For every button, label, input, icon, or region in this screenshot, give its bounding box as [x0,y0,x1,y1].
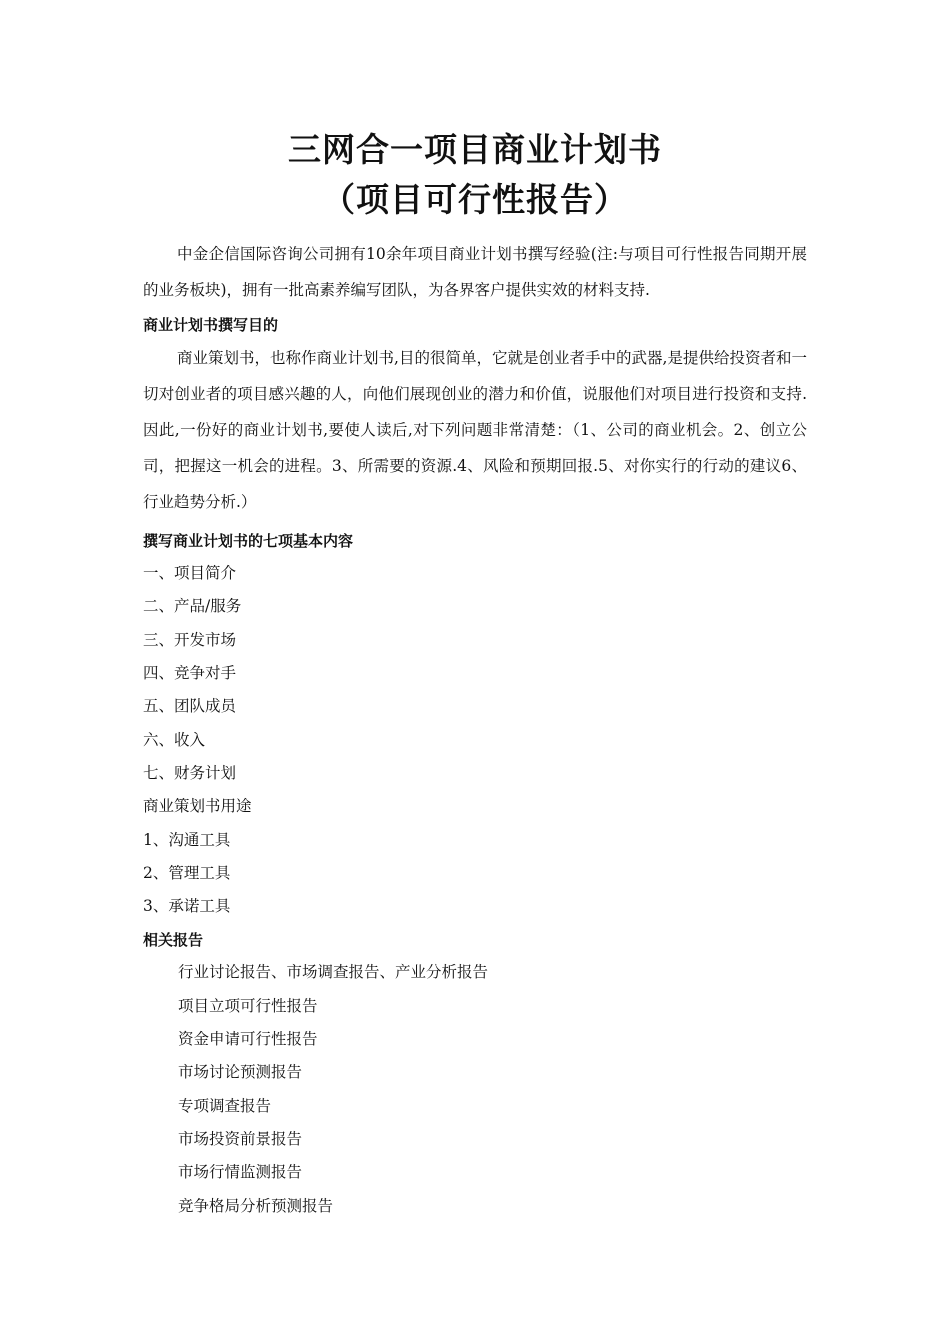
usage-item: 3、承诺工具 [143,897,231,915]
contents-item: 五、团队成员 [143,697,237,715]
purpose-paragraph-block [143,340,807,520]
contents-item: 一、项目简介 [143,564,237,582]
related-report-item: 项目立项可行性报告 [178,997,318,1015]
contents-item: 七、财务计划 [143,764,237,782]
intro-paragraph-block [143,236,807,308]
purpose-paragraph: 商业策划书，也称作商业计划书,目的很简单，它就是创业者手中的武器,是提供给投资者和一切对创业者的项目感兴趣的人，向他们展现创业的潜力和价值，说服他们对项目进行投资和支持.因此,一份好的商业计划书,要使人读后,对下列问题非常清楚：（1、公司的商业机会。2、创立公司，把握这一机会的进程。3、所需要的资源.4、风险和预期回报.5、对你实行的行动的建议6、行业趋势分析.） [143,349,807,511]
related-report-item: 市场行情监测报告 [178,1163,303,1181]
related-heading: 相关报告 [143,931,204,949]
usage-heading: 商业策划书用途 [143,797,252,815]
contents-heading: 撰写商业计划书的七项基本内容 [143,532,354,550]
contents-item: 三、开发市场 [143,631,237,649]
usage-item: 1、沟通工具 [143,831,231,849]
document-subtitle: （项目可行性报告） [322,180,628,219]
related-report-item: 竞争格局分析预测报告 [178,1197,334,1215]
related-report-item: 行业讨论报告、市场调查报告、产业分析报告 [178,963,489,981]
purpose-heading: 商业计划书撰写目的 [143,316,279,334]
related-report-item: 市场投资前景报告 [178,1130,303,1148]
contents-item: 四、竞争对手 [143,664,237,682]
related-report-item: 市场讨论预测报告 [178,1063,303,1081]
related-report-item: 专项调查报告 [178,1097,272,1115]
intro-paragraph: 中金企信国际咨询公司拥有10余年项目商业计划书撰写经验(注:与项目可行性报告同期开展的业务板块)，拥有一批高素养编写团队，为各界客户提供实效的材料支持. [143,245,807,299]
contents-item: 二、产品/服务 [143,597,242,615]
usage-item: 2、管理工具 [143,864,231,882]
related-report-item: 资金申请可行性报告 [178,1030,318,1048]
contents-item: 六、收入 [143,731,206,749]
document-title: 三网合一项目商业计划书 [288,130,662,169]
